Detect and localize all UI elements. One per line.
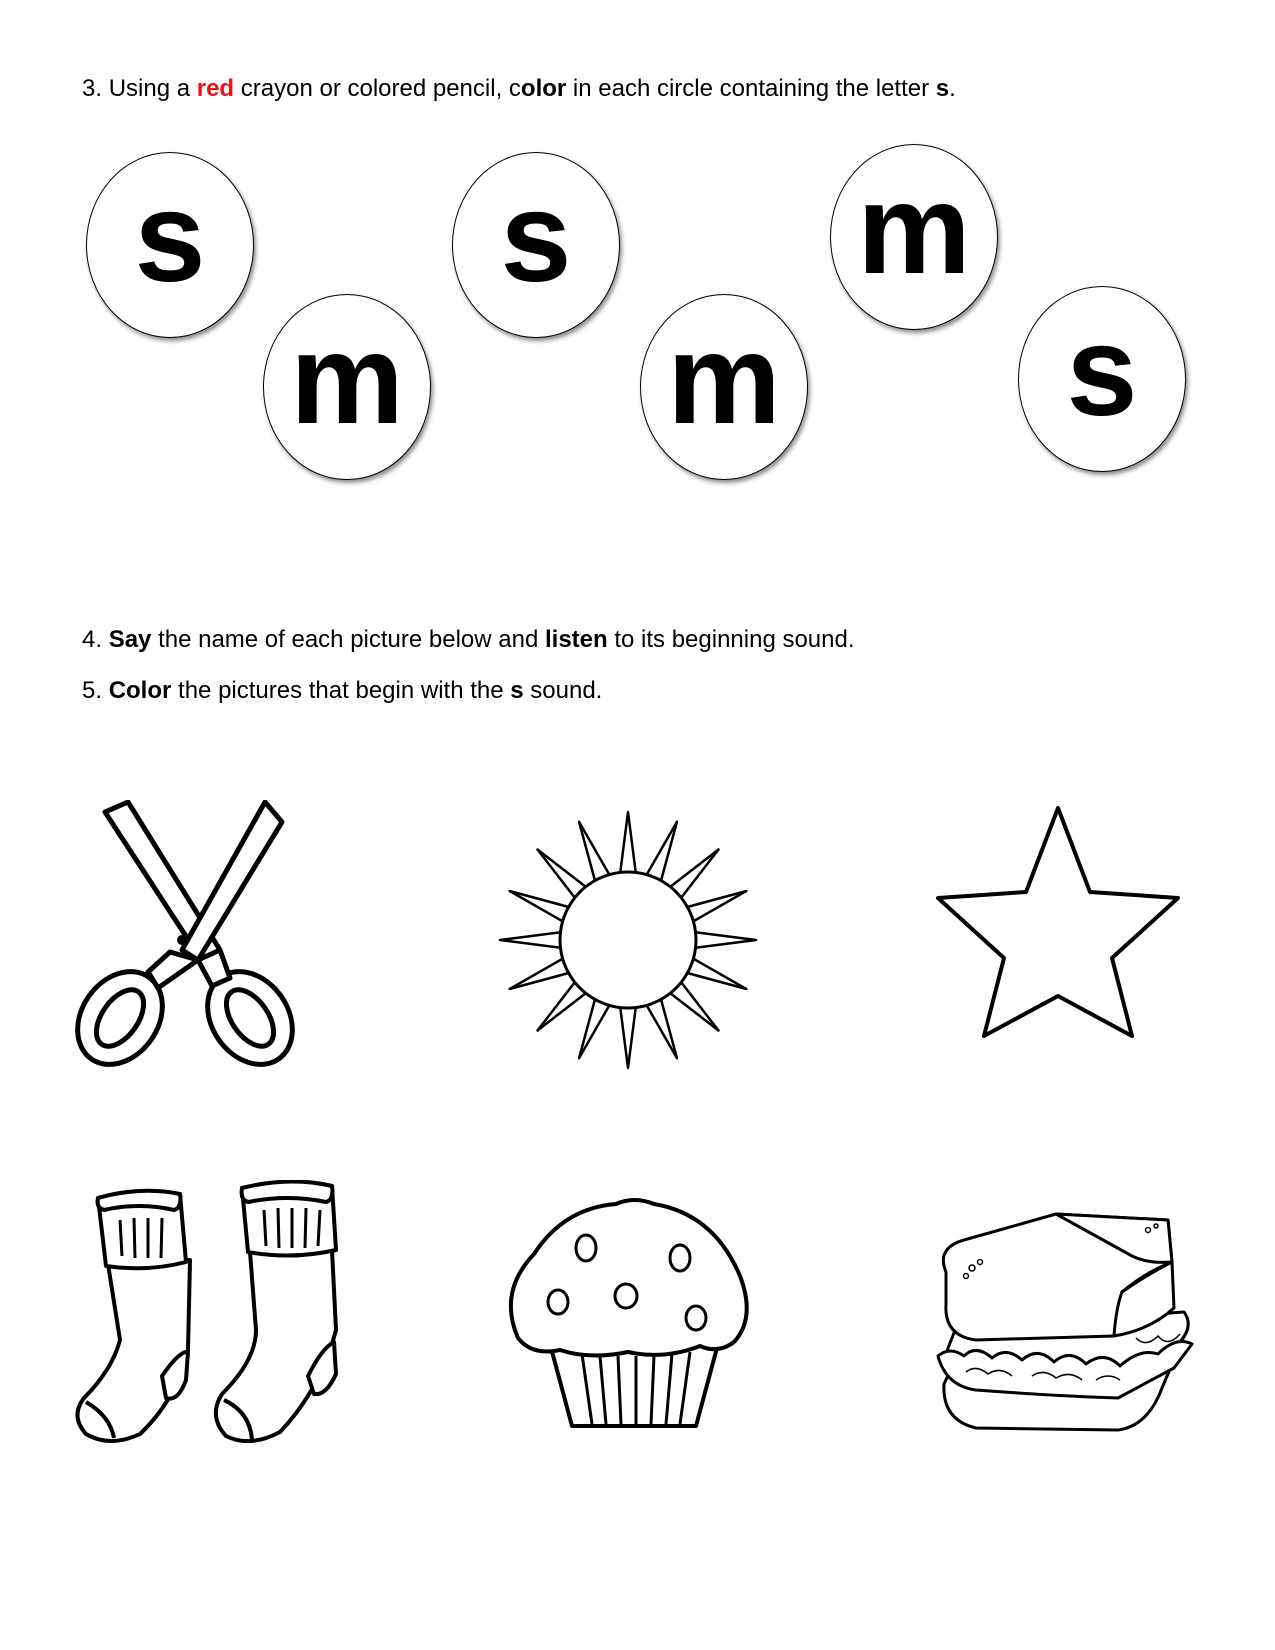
star-icon[interactable]	[930, 800, 1186, 1040]
letter: m	[857, 158, 971, 301]
letter-circle[interactable]	[263, 294, 431, 480]
letter: m	[667, 308, 781, 451]
letter: m	[290, 308, 404, 451]
letter: s	[1066, 300, 1138, 443]
letter-circle[interactable]	[86, 152, 254, 338]
letter-circle[interactable]	[830, 144, 998, 330]
instruction-4: 4. Say the name of each picture below and listen to its beginning sound.	[82, 626, 855, 653]
letter: s	[500, 166, 572, 309]
scissors-icon[interactable]	[70, 800, 300, 1070]
red-word: red	[196, 75, 235, 102]
instruction-5: 5. Color the pictures that begin with the s sound.	[82, 677, 603, 704]
sandwich-icon[interactable]	[936, 1208, 1198, 1434]
instruction-3: 3. Using a red crayon or colored pencil, color in each circle containing the letter s.	[82, 75, 956, 102]
socks-icon[interactable]	[70, 1180, 360, 1450]
letter-circle[interactable]	[452, 152, 620, 338]
letter-circle[interactable]	[1018, 286, 1186, 472]
sun-icon[interactable]	[496, 808, 760, 1072]
muffin-icon[interactable]	[504, 1196, 754, 1432]
letter: s	[134, 166, 206, 309]
letter-circle[interactable]	[640, 294, 808, 480]
